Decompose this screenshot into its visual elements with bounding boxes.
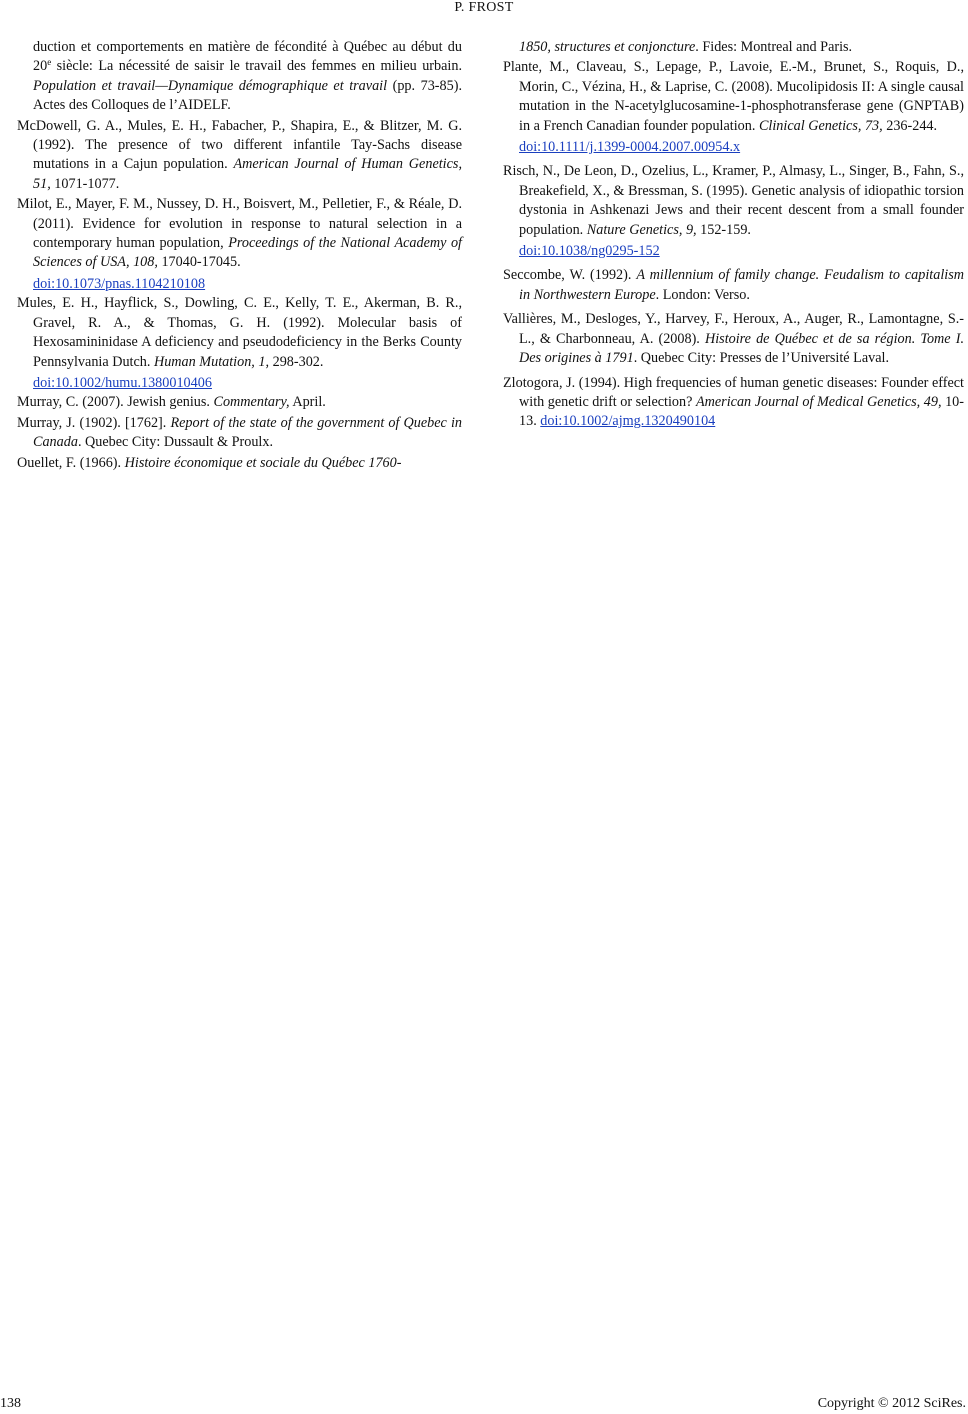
- doi-link-mules[interactable]: doi:10.1002/humu.1380010406: [33, 374, 212, 391]
- doi-link-plante[interactable]: doi:10.1111/j.1399-0004.2007.00954.x: [519, 139, 741, 156]
- reference-plante: [503, 58, 964, 136]
- reference-tail: (pp. 73-85). Actes des Colloques de l’AIDELF.: [33, 77, 462, 114]
- reference-journal: Proceedings of the National Academy of Sciences of USA, 108,: [33, 235, 462, 271]
- reference-text: Murray, J. (1902). [1762].: [17, 414, 171, 431]
- reference-tail: 1071-1077.: [50, 175, 120, 192]
- reference-ouellet: [17, 454, 462, 473]
- reference-text: Risch, N., De Leon, D., Ozelius, L., Kramer, P., Almasy, L., Singer, B., Fahn, S., Breakefield, X., & Bressman, S. (1995). Genetic analysis of idiopathic torsion dystonia in Ashkenazi Jews and their recent descent from a small founder population.: [503, 163, 964, 238]
- reference-journal: Report of the state of the government of Quebec in Canada: [33, 414, 462, 451]
- reference-mules: [17, 294, 462, 372]
- reference-text: Seccombe, W. (1992).: [503, 267, 637, 284]
- page-number: 138: [0, 1396, 21, 1411]
- reference-text: Mules, E. H., Hayflick, S., Dowling, C. E., Kelly, T. E., Akerman, B. R., Gravel, R. A., & Thomas, G. H. (1992). Molecular basis of Hexosamininidase A deficiency and pseudodeficiency in the Berks County Pennsylvania Dutch.: [17, 295, 462, 370]
- references-left-column: [17, 38, 462, 473]
- doi-line: [503, 242, 964, 261]
- reference-text: duction et comportements en matière de fécondité à Québec au début du 20: [33, 39, 462, 75]
- reference-text: Ouellet, F. (1966).: [17, 454, 125, 471]
- reference-text: Zlotogora, J. (1994). High frequencies of human genetic diseases: Founder effect with genetic drift or selection?: [503, 374, 964, 410]
- reference-tail: 298-302.: [269, 353, 324, 370]
- reference-tail: 17040-17045.: [157, 254, 241, 271]
- doi-link-risch[interactable]: doi:10.1038/ng0295-152: [519, 243, 660, 260]
- reference-text: Vallières, M., Desloges, Y., Harvey, F., Heroux, A., Auger, R., Lamontagne, S.-L., & Charbonneau, A. (2008).: [503, 311, 964, 347]
- reference-tail: April.: [289, 394, 326, 411]
- references-right-column: [503, 38, 964, 432]
- reference-milot: [17, 195, 462, 273]
- reference-vallieres: [503, 310, 964, 368]
- reference-risch: [503, 162, 964, 240]
- reference-text: Murray, C. (2007). Jewish genius.: [17, 394, 214, 411]
- reference-journal: A millennium of family change. Feudalism to capitalism in Northwestern Europe: [519, 267, 964, 303]
- doi-link-milot[interactable]: doi:10.1073/pnas.1104210108: [33, 275, 206, 292]
- reference-murray-j: [17, 414, 462, 453]
- doi-line: [17, 275, 462, 294]
- reference-journal: American Journal of Human Genetics, 51,: [33, 156, 462, 192]
- reference-journal: American Journal of Medical Genetics, 49,: [695, 393, 942, 410]
- reference-zlotogora: [503, 374, 964, 432]
- reference-continued: [503, 38, 964, 57]
- reference-journal: Histoire économique et sociale du Québec 1760-: [124, 454, 402, 471]
- copyright-notice: Copyright © 2012 SciRes.: [817, 1396, 966, 1411]
- running-head: P. FROST: [454, 0, 514, 15]
- superscript: e: [47, 57, 52, 68]
- reference-tail: . Quebec City: Dussault & Proulx.: [77, 434, 274, 451]
- reference-journal: Human Mutation, 1,: [153, 353, 270, 370]
- doi-line: [17, 374, 462, 393]
- reference-journal: Commentary,: [213, 394, 290, 411]
- reference-journal: Histoire de Québec et de sa région. Tome I. Des origines à 1791: [519, 330, 964, 367]
- reference-journal: Clinical Genetics, 73,: [758, 117, 883, 134]
- reference-text: Milot, E., Mayer, F. M., Nussey, D. H., Boisvert, M., Pelletier, F., & Réale, D. (2011). Evidence for evolution in response to natural selection in a contemporary human population,: [17, 196, 462, 252]
- reference-tail: . Fides: Montreal and Paris.: [695, 39, 853, 55]
- reference-murray-c: [17, 393, 462, 412]
- reference-text: McDowell, G. A., Mules, E. H., Fabacher, P., Shapira, E., & Blitzer, M. G. (1992). The presence of two different infantile Tay-Sachs disease mutations in a Cajun population.: [17, 117, 462, 173]
- doi-link-zlotogora[interactable]: doi:10.1002/ajmg.1320490104: [540, 413, 716, 430]
- reference-tail: 152-159.: [696, 221, 751, 238]
- doi-line: [503, 138, 964, 157]
- reference-journal: 1850, structures et conjoncture: [519, 39, 696, 55]
- reference-tail: . London: Verso.: [655, 286, 750, 303]
- reference-tail: . Quebec City: Presses de l’Université Laval.: [633, 350, 889, 367]
- reference-continued: [17, 38, 462, 116]
- reference-text: Plante, M., Claveau, S., Lepage, P., Lavoie, E.-M., Brunet, S., Roquis, D., Morin, C., Vézina, H., & Laprise, C. (2008). Mucolipidosis II: A single causal mutation in the N-acetylglucosamine-1-phosphotransferase gene (GNPTAB) in a French Canadian founder population.: [503, 59, 964, 134]
- reference-journal: Nature Genetics, 9,: [586, 221, 697, 238]
- reference-journal: Population et travail—Dynamique démographique et travail: [33, 77, 388, 94]
- reference-tail: 236-244.: [882, 117, 938, 134]
- reference-seccombe: [503, 266, 964, 305]
- reference-mcdowell: [17, 117, 462, 195]
- reference-tail: 10-13.: [519, 393, 964, 430]
- reference-text: siècle: La nécessité de saisir le travail des femmes en milieu urbain.: [51, 58, 462, 75]
